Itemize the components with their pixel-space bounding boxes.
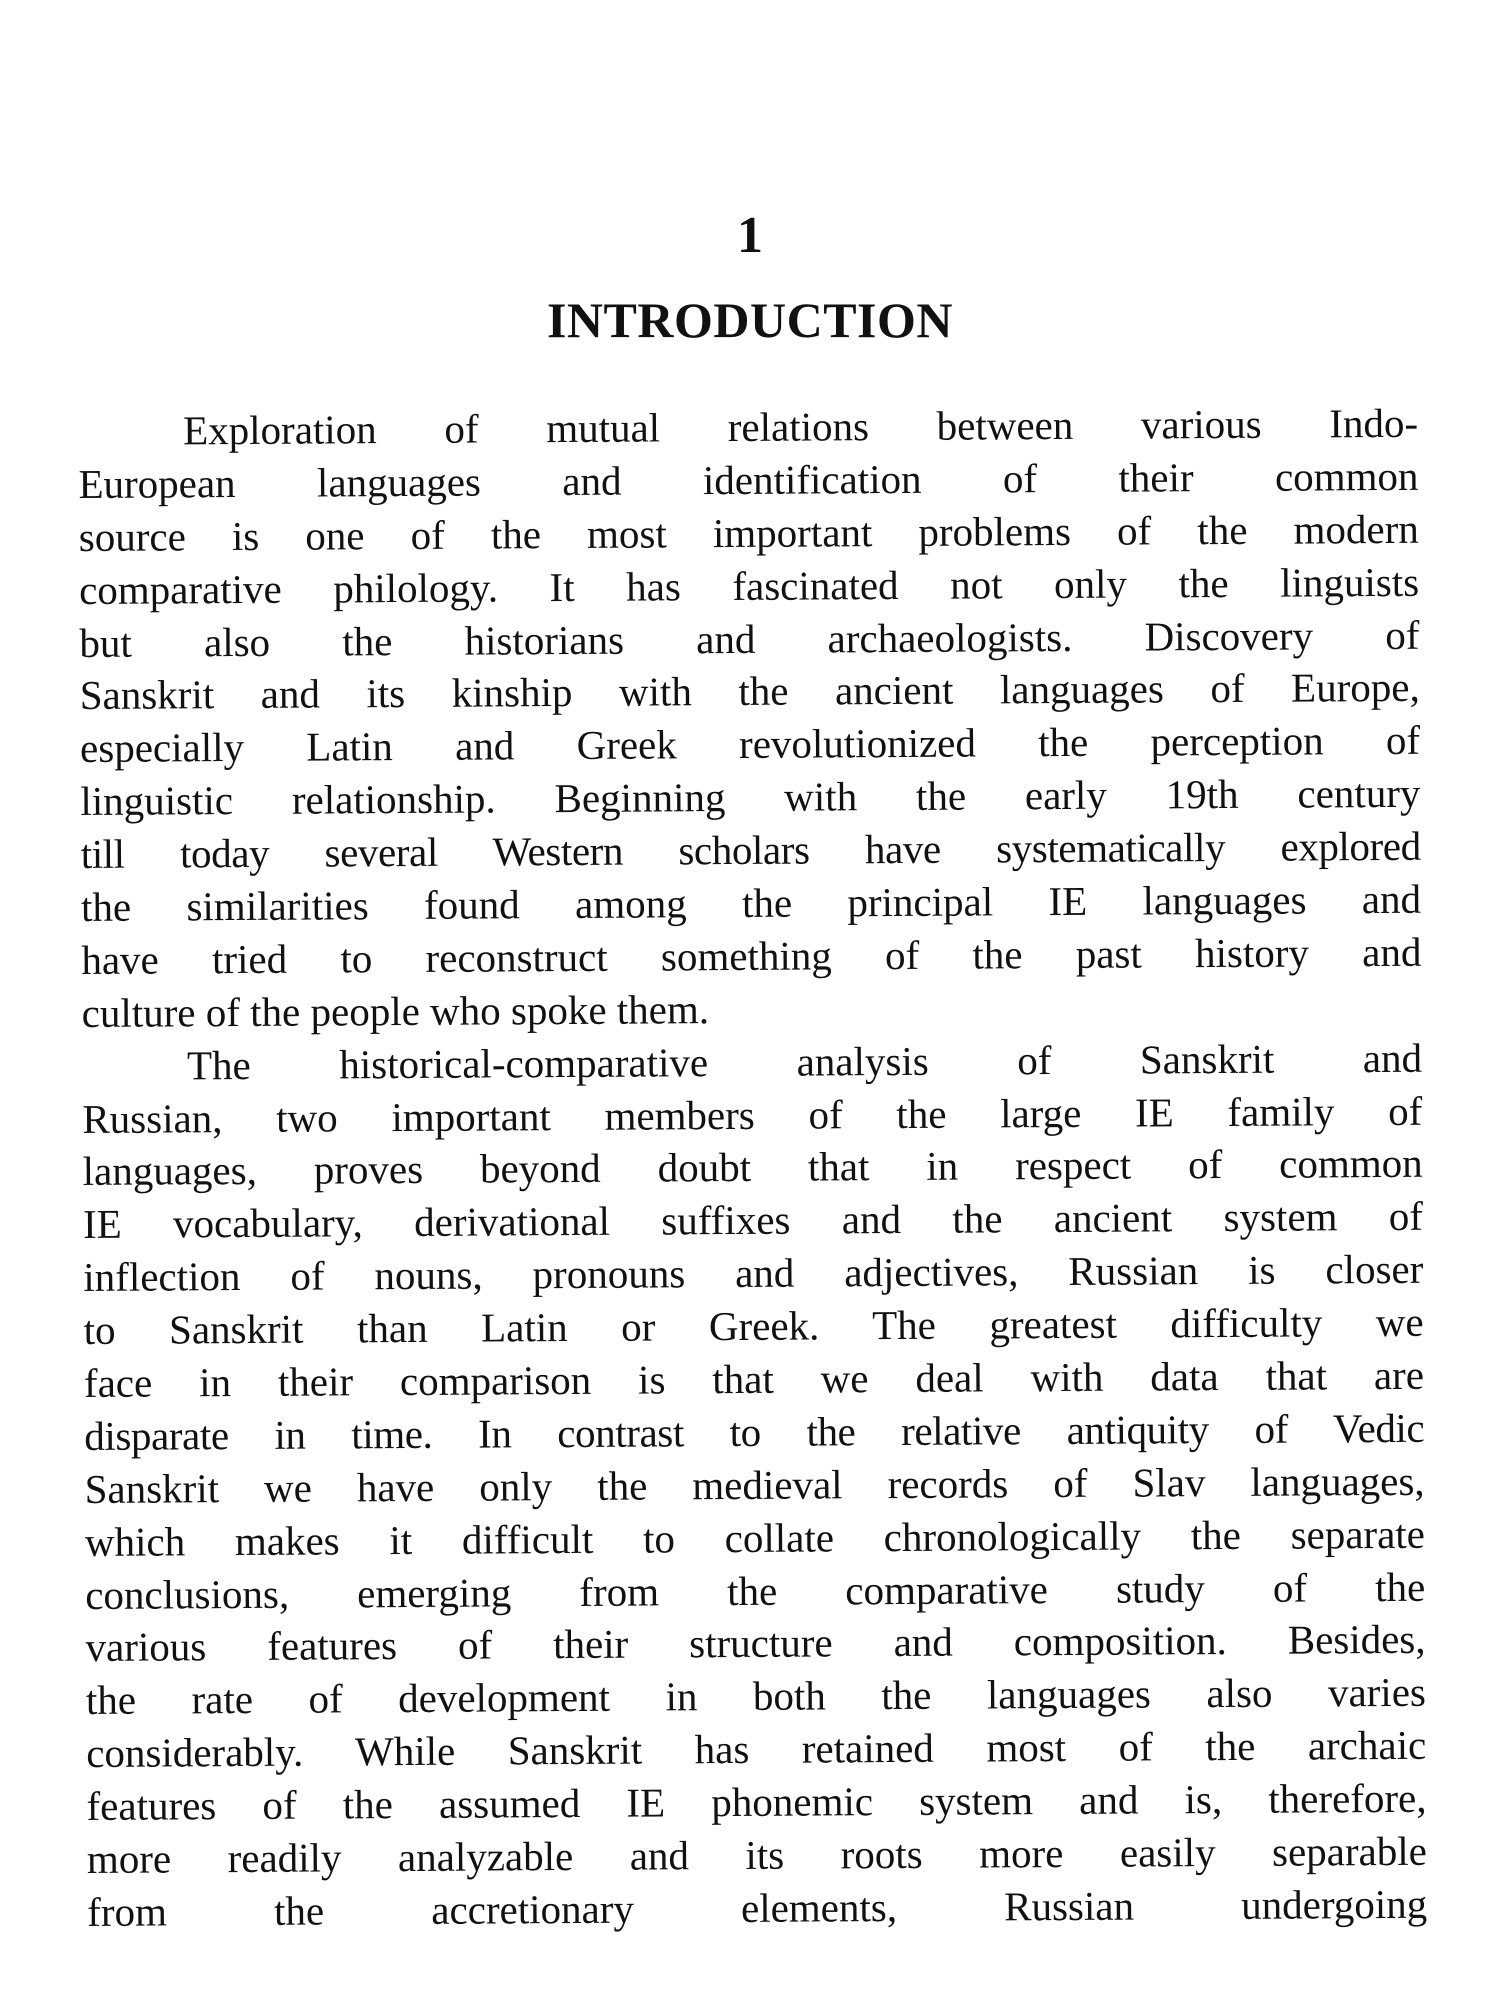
text-line: especially Latin and Greek revolutionized the perception of [79,717,1421,772]
text-line: the similarities found among the principal IE languages and [80,875,1422,931]
text-line: have tried to reconstruct something of the past history and [81,928,1422,983]
text-line: European languages and identification of their common [78,452,1419,507]
paragraph-2 [82,1031,1427,1938]
text-line: The historical-comparative analysis of Sanskrit and [186,1034,1423,1089]
text-line: Sanskrit we have only the medieval records of Slav languages, [84,1457,1425,1512]
text-line: disparate in time. In contrast to the relative antiquity of Vedic [84,1404,1425,1459]
text-line: Sanskrit and its kinship with the ancient languages of Europe, [79,664,1420,719]
text-line: from the accretionary elements, Russian undergoing [87,1880,1428,1935]
text-line: till today several Western scholars have systematically explored [80,822,1421,878]
text-line: more readily analyzable and its roots more easily separable [86,1827,1427,1883]
text-line: linguistic relationship. Beginning with the early 19th century [80,770,1421,825]
text-line: various features of their structure and composition. Besides, [85,1616,1426,1671]
paragraph-1 [78,397,1422,1040]
text-line: to Sanskrit than Latin or Greek. The greatest difficulty we [83,1298,1424,1354]
text-line: but also the historians and archaeologists. Discovery of [79,611,1420,666]
chapter-body [78,397,1427,1939]
text-line: comparative philology. It has fascinated not only the linguists [78,558,1420,613]
text-line: Exploration of mutual relations between various Indo- [183,399,1419,454]
text-line: culture of the people who spoke them. [81,985,710,1036]
text-line: inflection of nouns, pronouns and adjectives, Russian is closer [83,1246,1424,1301]
text-line: which makes it difficult to collate chronologically the separate [84,1510,1426,1565]
text-line: conclusions, emerging from the comparative study of the [85,1563,1426,1618]
text-line: the rate of development in both the languages also varies [85,1669,1427,1724]
text-line: source is one of the most important problems of the modern [78,505,1419,560]
text-line: languages, proves beyond doubt that in respect of common [82,1140,1423,1195]
chapter-number: 1 [737,207,763,264]
text-line: features of the assumed IE phonemic system and is, therefore, [86,1774,1427,1830]
text-line: Russian, two important members of the large IE family of [82,1087,1423,1142]
chapter-title: INTRODUCTION [546,292,954,348]
text-line: IE vocabulary, derivational suffixes and the ancient system of [82,1193,1424,1248]
text-line: considerably. While Sanskrit has retained most of the archaic [86,1722,1427,1777]
text-line: face in their comparison is that we deal with data that are [83,1351,1425,1407]
